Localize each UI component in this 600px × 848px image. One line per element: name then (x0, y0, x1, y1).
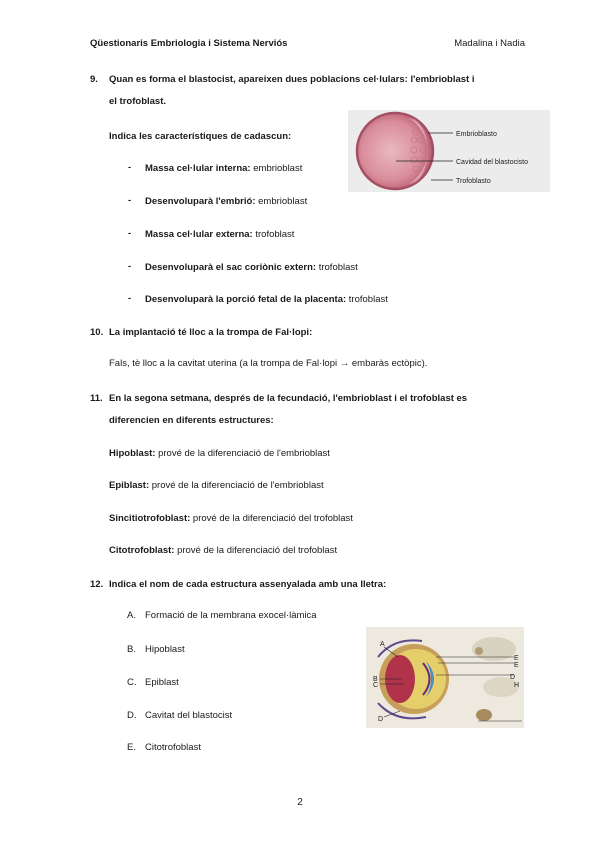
bullet-dash: - (128, 162, 132, 173)
q10-answer: Fals, tè lloc a la cavitat uterina (a la trompa de Fal·lopi → embaràs ectòpic). (109, 358, 428, 369)
q9-item (145, 261, 358, 275)
q12-letter: C. (127, 677, 137, 688)
q9-item-value: trofoblast (252, 229, 295, 240)
q9-item-label: Desenvoluparà la porció fetal de la placenta: (145, 294, 347, 305)
q11-item-value: prové de la diferenciació del trofoblast (174, 545, 338, 556)
q11-line2: diferencien en diferents estructures: (109, 415, 274, 426)
q9-number: 9. (90, 74, 98, 85)
q11-item-value: prové de la diferenciació de l'embrioblast (155, 448, 330, 459)
q9-item (145, 228, 294, 242)
label-embrioblasto: Embrioblasto (456, 131, 497, 138)
implantation-illustration (366, 627, 524, 728)
q9-item-label: Desenvoluparà l'embrió: (145, 196, 256, 207)
q11-item-value: prové de la diferenciació del trofoblast (190, 513, 353, 524)
q11-item-label: Sincitiotrofoblast: (109, 513, 191, 524)
label-trofoblasto: Trofoblasto (456, 178, 491, 185)
q11-number: 11. (90, 393, 103, 404)
q9-item-value: embrioblast (250, 163, 303, 174)
q12-letter: D. (127, 710, 137, 721)
authors: Madalina i Nadia (454, 38, 525, 49)
q9-item-label: Massa cel·lular externa: (145, 229, 253, 240)
q10-question: La implantació té lloc a la trompa de Fal·lopi: (109, 327, 313, 338)
q12-answer: Epiblast (145, 677, 179, 688)
blastocyst-illustration (348, 110, 550, 192)
q9-item-value: trofoblast (316, 262, 358, 273)
bullet-dash: - (128, 228, 132, 239)
q12-letter: B. (127, 644, 136, 655)
fig-label-b: B (373, 676, 378, 683)
fig-label-e2: E (514, 662, 519, 669)
q9-line2: el trofoblast. (109, 96, 167, 107)
q11-item (109, 447, 330, 461)
q12-question: Indica el nom de cada estructura assenyalada amb una lletra: (109, 579, 387, 590)
q9-item-label: Desenvoluparà el sac coriònic extern: (145, 262, 317, 273)
q11-item-value: prové de la diferenciació de l'embrioblast (149, 480, 324, 491)
q11-item-label: Epiblast: (109, 480, 150, 491)
q11-item-label: Citotrofoblast: (109, 545, 175, 556)
q12-number: 12. (90, 579, 104, 590)
q11-line1: En la segona setmana, després de la fecundació, l'embrioblast i el trofoblast es (109, 393, 468, 404)
q9-item-value: trofoblast (346, 294, 388, 305)
fig-label-d2: D (378, 716, 384, 723)
q12-answer: Hipoblast (145, 644, 185, 655)
q9-item (145, 162, 302, 176)
bullet-dash: - (128, 261, 132, 272)
q9-item-label: Massa cel·lular interna: (145, 163, 251, 174)
page-number: 2 (297, 797, 303, 808)
bullet-dash: - (128, 293, 132, 304)
q9-item-value: embrioblast (255, 196, 308, 207)
fig-label-a: A (380, 641, 385, 648)
document-title: Qüestionaris Embriologia i Sistema Nerviós (90, 38, 288, 49)
q9-prompt: Indica les característiques de cadascun: (109, 131, 292, 142)
q9-item (145, 293, 388, 307)
q11-item (109, 544, 337, 558)
q12-answer: Formació de la membrana exocel·làmica (145, 610, 317, 621)
q9-line1: Quan es forma el blastocist, apareixen dues poblacions cel·lulars: l'embrioblast i (109, 74, 475, 85)
fig-label-d: D (510, 674, 516, 681)
fig-label-c: C (373, 682, 379, 689)
implantation-figure (366, 627, 524, 728)
fig-label-e: E (514, 655, 519, 662)
q12-letter: E. (127, 742, 136, 753)
q12-answer: Citotrofoblast (145, 742, 201, 753)
q10-number: 10. (90, 327, 104, 338)
q12-answer: Cavitat del blastocist (145, 710, 233, 721)
q12-letter: A. (127, 610, 136, 621)
q11-item (109, 479, 324, 493)
label-cavidad: Cavidad del blastocisto (456, 159, 528, 166)
fig-label-h: H (514, 682, 520, 689)
bullet-dash: - (128, 195, 132, 206)
blastocyst-figure (348, 110, 550, 192)
q11-item-label: Hipoblast: (109, 448, 156, 459)
q9-item (145, 195, 307, 209)
q11-item (109, 512, 353, 526)
